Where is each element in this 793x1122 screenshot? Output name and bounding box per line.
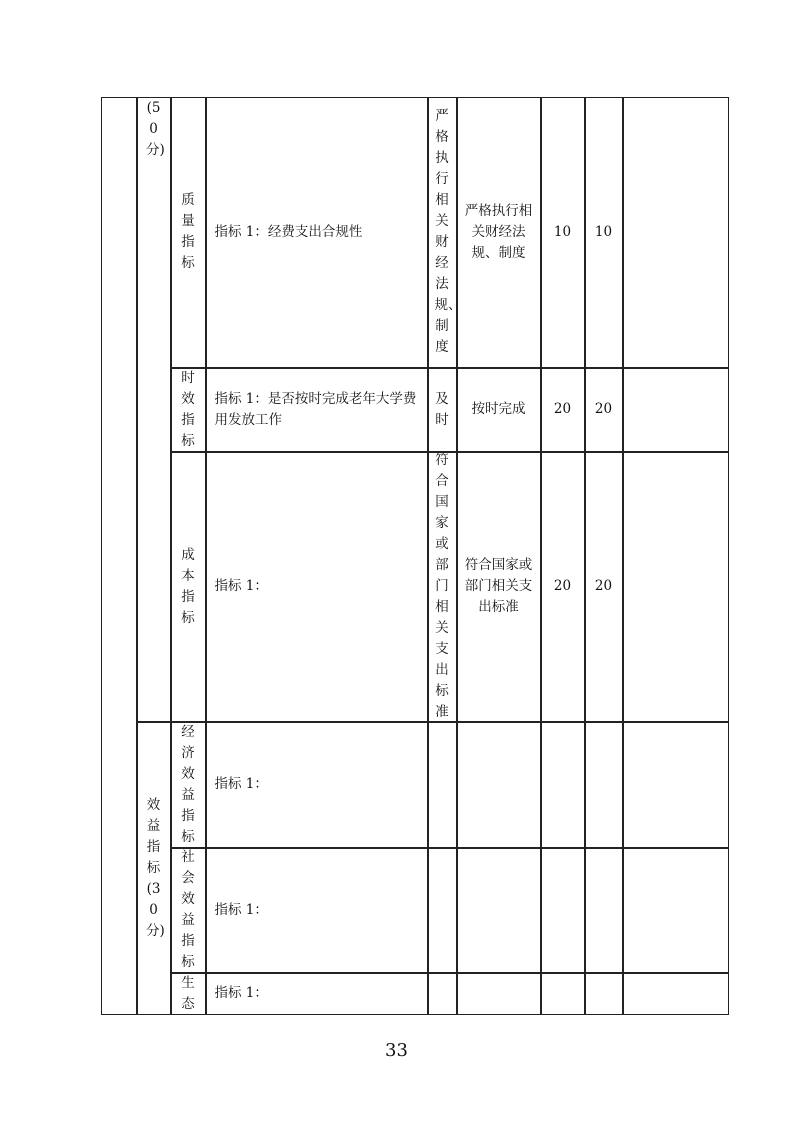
first-level-cell	[101, 97, 137, 1015]
actual-value-cell-text: 严格执行相关财经法规、制度	[464, 202, 533, 261]
annual-value-cell	[428, 452, 457, 722]
category-cell-text: 质量指标	[181, 192, 195, 271]
weight-cell-text: 20	[553, 401, 572, 417]
score-cell-text: 20	[594, 401, 613, 417]
category-cell	[171, 722, 206, 848]
page-number: 33	[385, 1040, 408, 1061]
actual-value-cell-text: 符合国家或部门相关支出标准	[464, 557, 533, 615]
note-cell	[623, 722, 729, 848]
note-cell	[623, 452, 729, 722]
annual-value-cell-text: 符合国家或部门相关支出标准	[435, 452, 449, 720]
category-cell-text: 社会效益指标	[181, 849, 195, 970]
category-cell-text: 经济效益指标	[181, 723, 195, 845]
score-cell	[585, 452, 623, 722]
annual-value-cell	[428, 97, 462, 368]
annual-value-cell-text: 及时	[435, 390, 449, 428]
weight-cell	[541, 97, 585, 368]
annual-value-cell	[428, 973, 457, 1015]
actual-value-cell	[457, 368, 541, 452]
actual-value-cell	[457, 97, 541, 368]
actual-value-cell	[457, 973, 541, 1015]
benefit-indicator-group	[137, 722, 171, 1015]
score-cell	[585, 368, 623, 452]
indicator-cell-text: 指标 1：	[214, 985, 268, 1001]
indicator-cell	[206, 722, 428, 848]
benefit-indicator-group-text: 效益指标(30分)	[146, 796, 165, 939]
annual-value-cell	[428, 368, 457, 452]
output-indicator-group	[137, 97, 171, 722]
indicator-cell	[206, 368, 428, 452]
annual-value-cell	[428, 848, 457, 973]
actual-value-cell	[457, 848, 541, 973]
annual-value-cell	[428, 722, 457, 848]
score-cell-text: 10	[594, 223, 613, 240]
score-cell-text: 20	[594, 578, 613, 594]
weight-cell	[541, 973, 585, 1015]
weight-cell-text: 10	[553, 223, 572, 240]
weight-cell	[541, 848, 585, 973]
indicator-cell	[206, 452, 428, 722]
category-cell-text: 生态	[181, 974, 195, 1012]
score-cell	[585, 848, 623, 973]
note-cell	[623, 97, 729, 368]
score-cell	[585, 97, 623, 368]
note-cell	[623, 973, 729, 1015]
note-cell	[623, 848, 729, 973]
category-cell-text: 时效指标	[181, 369, 195, 449]
annual-value-cell-text: 严格执行相关财经法规、制度	[434, 108, 462, 355]
indicator-cell-text: 指标 1：是否按时完成老年大学费用发放工作	[214, 390, 417, 428]
output-indicator-group-text: (50分)	[146, 99, 165, 158]
actual-value-cell-text: 按时完成	[471, 401, 526, 417]
category-cell	[171, 97, 206, 368]
note-cell	[623, 368, 729, 452]
weight-cell	[541, 722, 585, 848]
actual-value-cell	[457, 452, 541, 722]
category-cell	[171, 368, 206, 452]
weight-cell-text: 20	[553, 578, 572, 594]
score-cell	[585, 973, 623, 1015]
indicator-cell	[206, 973, 428, 1015]
indicator-cell	[206, 97, 428, 368]
indicator-cell-text: 指标 1：	[214, 776, 268, 792]
category-cell	[171, 452, 206, 722]
category-cell	[171, 973, 206, 1015]
indicator-cell-text: 指标 1：	[214, 578, 268, 594]
category-cell	[171, 848, 206, 973]
actual-value-cell	[457, 722, 541, 848]
score-cell	[585, 722, 623, 848]
weight-cell	[541, 368, 585, 452]
indicator-cell	[206, 848, 428, 973]
indicator-cell-text: 指标 1：	[214, 901, 268, 918]
category-cell-text: 成本指标	[181, 546, 195, 626]
weight-cell	[541, 452, 585, 722]
indicator-cell-text: 指标 1：经费支出合规性	[214, 223, 363, 240]
